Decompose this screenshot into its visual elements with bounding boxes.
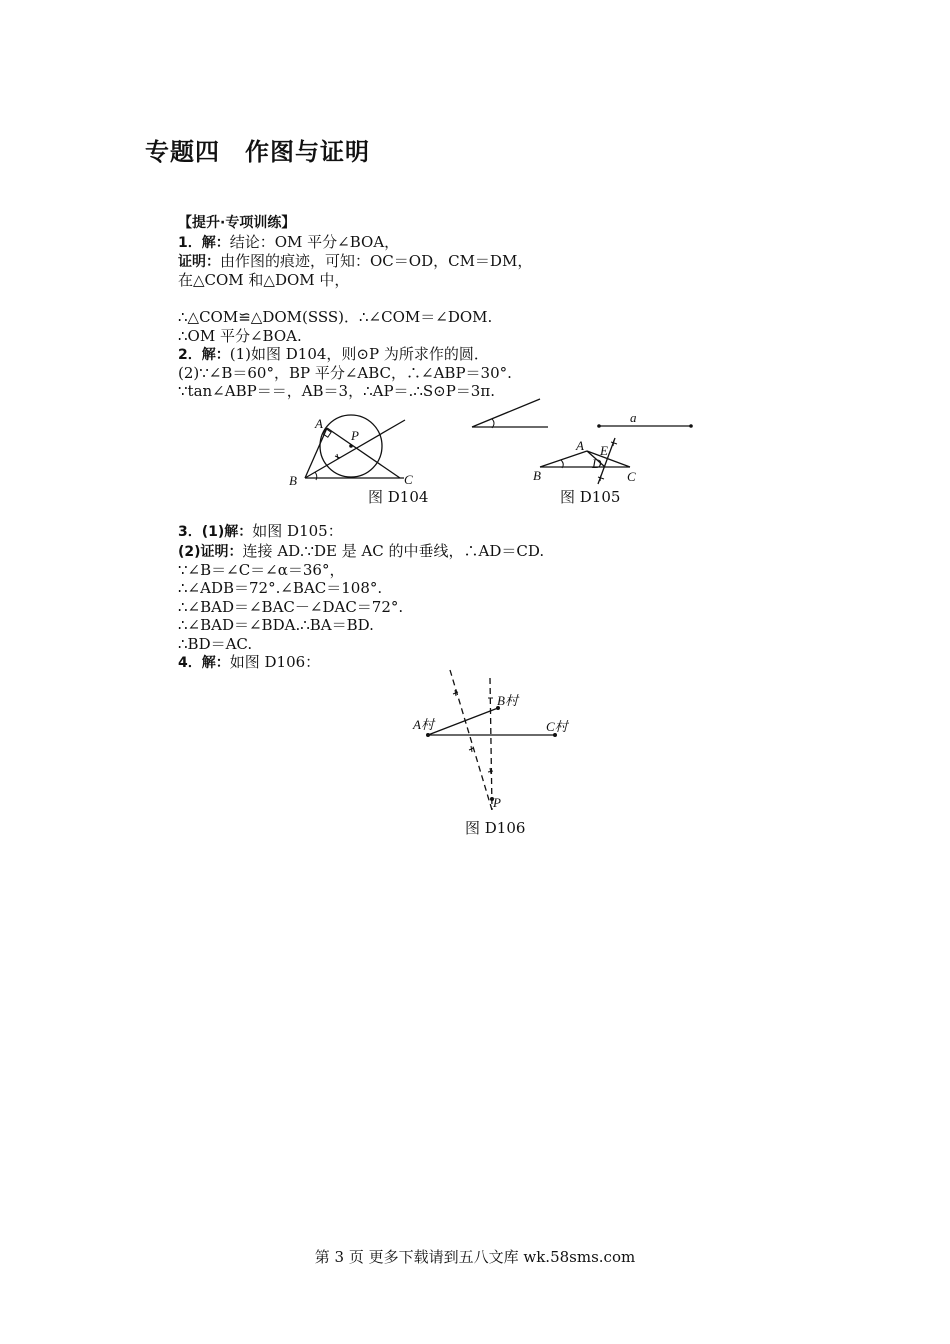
label-d: D (592, 456, 602, 471)
solution-line-14: ∴∠BAD＝∠BDA.∴BA＝BD. (178, 616, 374, 634)
cross-3 (488, 768, 493, 774)
solution-line-6: 2．解：(1)如图 D104，则⊙P 为所求作的圆． (178, 345, 489, 363)
angle-ray-upper (472, 399, 540, 427)
solution-line-1: 1．解：结论：OM 平分∠BOA， (178, 233, 400, 251)
caption-d105: 图 D105 (560, 488, 621, 506)
solution-line-2: 证明：由作图的痕迹，可知：OC＝OD，CM＝DM， (178, 252, 533, 270)
center-dot (349, 444, 353, 448)
figure-d104 (285, 408, 415, 490)
figure-d106 (410, 668, 570, 816)
caption-d106: 图 D106 (465, 819, 526, 837)
label-a-village: A村 (413, 717, 434, 732)
solution-line-4: ∴△COM≌△DOM(SSS)．∴∠COM＝∠DOM. (178, 308, 493, 326)
solution-line-3: 在△COM 和△DOM 中， (178, 271, 350, 289)
solution-line-13: ∴∠BAD＝∠BAC－∠DAC＝72°. (178, 598, 404, 616)
solution-line-8: ∵tan∠ABP＝＝，AB＝3，∴AP＝.∴S⊙P＝3π. (178, 382, 495, 400)
caption-d104: 图 D104 (368, 488, 429, 506)
label-p: P (351, 428, 359, 443)
label-a: A (315, 416, 323, 431)
solution-line-10: (2)证明：连接 AD.∵DE 是 AC 的中垂线，∴AD＝CD. (178, 542, 545, 560)
section-label: 【提升·专项训练】 (178, 215, 296, 231)
label-a: A (576, 438, 584, 453)
label-b: B (289, 473, 297, 488)
segment-ac (327, 428, 400, 478)
solution-line-16: 4．解：如图 D106： (178, 653, 321, 671)
label-c: C (627, 469, 636, 484)
arc-mark (315, 472, 317, 480)
segment-ba (305, 428, 327, 478)
solution-line-15: ∴BD＝AC. (178, 635, 253, 653)
solution-line-11: ∵∠B＝∠C＝∠α＝36°， (178, 561, 345, 579)
bisector-ab-dashed (450, 670, 492, 810)
label-p: P (493, 795, 501, 810)
solution-line-9: 3．(1)解：如图 D105： (178, 522, 343, 540)
page-title: 专题四 作图与证明 (145, 138, 370, 166)
page-footer: 第 3 页 更多下载请到五八文库 wk.58sms.com (314, 1248, 636, 1266)
solution-line-5: ∴OM 平分∠BOA. (178, 327, 302, 345)
label-c: C (404, 472, 413, 487)
label-seg-a: a (630, 410, 637, 425)
solution-line-7: (2)∵∠B＝60°，BP 平分∠ABC，∴∠ABP＝30°. (178, 364, 512, 382)
label-c-village: C村 (546, 719, 568, 734)
solution-line-12: ∴∠ADB＝72°.∠BAC＝108°. (178, 579, 383, 597)
label-b: B (533, 468, 541, 483)
figure-d105 (470, 396, 695, 488)
label-e: E (600, 443, 608, 458)
label-b-village: B村 (497, 693, 518, 708)
